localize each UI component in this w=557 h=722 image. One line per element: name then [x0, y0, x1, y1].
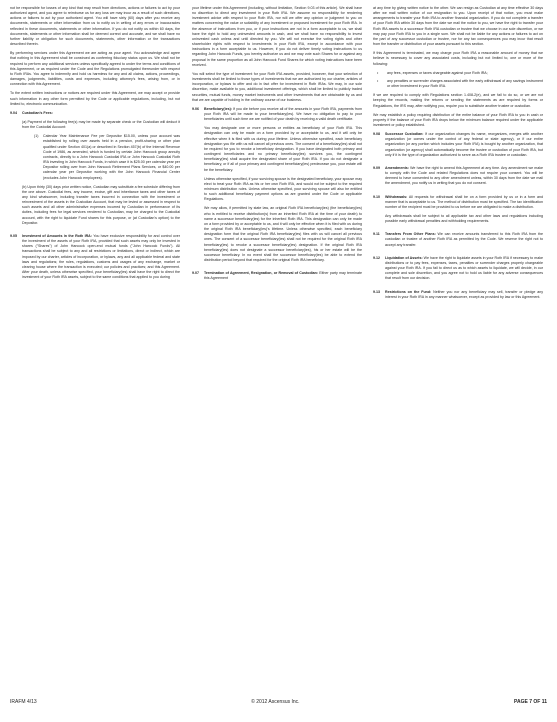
section-text: Either party may terminate this Agreement: [204, 271, 362, 281]
paragraph: your lifetime under this Agreement (including, without limitation, Section 9.03 of this article). We shall have no discretion to direct any investment in your Roth IRA. We assume no responsibility for rendering investment advice with respect to your Roth IRA, nor will we offer any opinion or judgment to you on matters concerning the value or suitability of any investment or proposed investment for your Roth IRA. In the absence of instructions from you, or if your instructions are not in a form acceptable to us, we shall have the right to hold any uninvested amounts in cash, and we shall have no responsibility to invest uninvested cash unless and until directed by you. We will not exercise the voting rights and other shareholder rights with respect to investments in your Roth IRA, except in accordance with your instructions in a form acceptable to us. However, if you do not deliver timely voting instructions to us regarding John Hancock Funds, you hereby authorize us and we may vote such Shares for or against any proposal in the same proportion as all John Hancock Fund Shares for which voting instructions have been received.: [192, 6, 362, 67]
section-number: 9.05: [10, 233, 17, 238]
paragraph: You will select the type of investment for your Roth IRA assets, provided, however, that your selection of investments shall be limited to those types of investments that we are authorized by our charter, articles of incorporation, or bylaws to offer and do in fact offer for investment in Roth IRAs. We may, in our sole discretion, make available to you, additional investment offerings, which shall be limited to publicly traded securities, mutual funds, money market instruments and other investments that are obtainable by us and that we are capable of holding in the ordinary course of our business.: [192, 71, 362, 102]
section-9-07: [192, 271, 362, 285]
section-text: Neither you nor any beneficiary may sell, transfer or pledge any interest in your Roth IRA in any manner whatsoever, except as provided by law or this Agreement.: [385, 289, 544, 299]
section-title: Withdrawals:: [385, 194, 408, 199]
section-9-08: [373, 132, 543, 162]
clause-text: Calendar Year Maintenance Fee per Depositor $15.00, unless your account was established by rolling over assets held in a pension, profit-sharing or other plan qualified under Section 401(a) or described in Section 457(b) of the Internal Revenue Code of 1986, as amended, which is funded by certain John Hancock group annuity contracts, directly to a John Hancock Custodial IRA or John Hancock Custodial Roth IRA investing in John Hancock Funds, in which case it is $25.00 per calendar year per Depositor rolling over from John Hancock Retirement Plans Services, or $40.00 per calendar year per Depositor working with the John Hancock Financial Center (excludes John Hancock employees).: [43, 134, 180, 180]
section-text: We have the right to liquidate assets in your Roth IRA if necessary to make distributions or to pay fees, expenses, taxes, penalties or surrender charges properly chargeable against your Roth IRA. If you fail to direct us as to which assets to liquidate, we will decide, in our complete and sole discretion, and you agree not to hold us liable for any adverse consequences that result from our decision.: [385, 255, 543, 281]
section-9-13: [373, 290, 543, 304]
paragraph: Any withdrawals shall be subject to all applicable tax and other laws and regulations including possible early withdrawal penalties and withholding requirements.: [385, 214, 543, 224]
section-title: Transfers From Other Plans:: [385, 232, 436, 237]
section-9-12: [373, 256, 543, 286]
section-text: We can receive amounts transferred to this Roth IRA from the custodian or trustee of another Roth IRA as permitted by the Code. We reserve the right not to accept any transfer.: [385, 232, 543, 247]
section-text: If our organization changes its name, reorganizes, merges with another organization (or comes under the control of any federal or state agency), or if our entire organization (or any portion which includes your Roth IRA) is bought by another organization, that organization (or agency) shall automatically become the trustee or custodian of your Roth IRA, but only if it is the type of organization authorized to serve as a Roth IRA trustee or custodian.: [385, 132, 543, 157]
section-number: 9.12: [373, 255, 380, 260]
section-title: Investment of Amounts in the Roth IRA:: [22, 233, 92, 238]
paragraph: If this Agreement is terminated, we may charge your Roth IRA a reasonable amount of money that we believe is necessary to cover any associated costs, including but not limited to, one or more of the following:: [373, 51, 543, 66]
section-9-11: [373, 232, 543, 251]
section-title: Restrictions on the Fund:: [385, 289, 432, 294]
section-text: We have the right to amend this Agreement at any time. Any amendment we make to comply with the Code and related Regulations does not require your consent. You will be deemed to have consented to any other amendment unless, within 30 days from the date we mail the amendment, you notify us in writing that you do not consent.: [385, 165, 543, 186]
text-column-2: [192, 6, 362, 290]
paragraph: We may establish a policy requiring distribution of the entire balance of your Roth IRA to you in cash or property if the balance of your Roth IRA drops below the minimum balance required under the applicable investment or policy established.: [373, 112, 543, 127]
clause-a-1: [34, 134, 180, 180]
section-text: If you die before you receive all of the amounts in your Roth IRA, payments from your Roth IRA will be made to your beneficiary(ies). We have no obligation to pay to your beneficiaries until such time we are notified of your death by receiving a valid death certificate.: [204, 106, 362, 122]
paragraph: If we are required to comply with Regulations section 1.408-2(e), and we fail to do so, or we are not keeping the records, making the returns or sending the statements as are required by forms or Regulations, the IRS may, after notifying you, require you to substitute another trustee or custodian.: [373, 93, 543, 108]
text-column-3: [373, 6, 543, 308]
paragraph: To the extent written instructions or notices are required under this Agreement, we may accept or provide such information in any other form permitted by the Code or applicable regulations, including, but not limited to, electronic communication.: [10, 91, 180, 106]
copyright: © 2012 Ascensus Inc.: [251, 699, 300, 705]
list-item: • any penalties or surrender charges associated with the early withdrawal of any savings instrument or other investment in your Roth IRA.: [377, 79, 543, 89]
section-title: Custodian's Fees:: [22, 110, 53, 115]
clause-label: (1): [34, 134, 39, 139]
form-code: IRAFM 4/13: [10, 699, 37, 705]
section-number: 9.07: [192, 271, 199, 276]
section-9-04: [10, 111, 180, 230]
text-column-1: [10, 6, 180, 288]
section-number: 9.04: [10, 110, 17, 115]
page-number: PAGE 7 OF 11: [514, 699, 547, 705]
section-number: 9.09: [373, 165, 380, 170]
paragraph: at any time by giving written notice to the other. We can resign as Custodian at any time effective 30 days after we mail written notice of our resignation to you. Upon receipt of that notice, you must make arrangements to transfer your Roth IRA to another financial organization. If you do not complete a transfer of your Roth IRA within 30 days from the date we mail the notice to you, we have the right to transfer your Roth IRA assets to a successor Roth IRA custodian or trustee that we choose in our sole discretion, or we may pay your Roth IRA to you in a single sum. We shall not be liable for any actions or failures to act on the part of any successor custodian or trustee, nor for any tax consequences you may incur that result from the transfer or distribution of your assets pursuant to this section.: [373, 6, 543, 47]
paragraph: By performing services under this Agreement we are acting as your agent. You acknowledge and agree that nothing in this Agreement shall be construed as conferring fiduciary status upon us. We shall not be required to perform any additional services unless specifically agreed to under the terms and conditions of this Agreement, or as required under the Code and the Regulations promulgated thereunder with respect to Roth IRAs. You agree to indemnify and hold us harmless for any and all claims, actions, proceedings, damages, judgments, liabilities, costs and expenses, including attorney's fees, arising from, or in connection with this Agreement.: [10, 51, 180, 87]
section-number: 9.08: [373, 132, 380, 137]
section-number: 9.10: [373, 194, 380, 199]
clause-b: (b) Upon thirty (30) days prior written notice, Custodian may substitute a fee schedule differing from the one above. Custodial fees, any income, excise, gift and inheritance taxes and other taxes of any kind whatsoever, including transfer taxes incurred in connection with the investment or reinvestment of the assets in the Custodian Account, that may be levied or assessed in respect to such assets and all other administrative expenses incurred by Custodian in performance of its duties, including fees for legal services rendered to Custodian, may be charged to the Custodial account, with the right to liquidate Fund shares for this purpose, or (at Custodian's option) to the Depositor.: [22, 184, 180, 225]
section-title: Successor Custodian:: [385, 132, 424, 137]
section-9-10: [373, 195, 543, 229]
paragraph: not be responsible for losses of any kind that may result from directions, actions or failures to act by your authorized agent, and you agree to reimburse us for any loss we may incur as a result of such directions, actions or failures to act by your authorized agent. You will have sixty (60) days after you receive any documents, statements or other information from us to notify us in writing of any errors or inaccuracies reflected in these documents, statements or other information. If you do not notify us within 60 days, the documents, statements or other information shall be deemed correct and accurate, and we shall have no further liability or obligation for such documents, statements, other information or the transactions described therein.: [10, 6, 180, 47]
paragraph: You may designate one or more persons or entities as beneficiary of your Roth IRA. This designation can only be made on a form provided by or acceptable to us, and it will only be effective when it is filed with us during your lifetime. Unless otherwise specified, each beneficiary designation you file with us will cancel all previous ones. The consent of a beneficiary(ies) shall not be required for you to revoke a beneficiary designation. If you have designated both primary and contingent beneficiaries and no primary beneficiary(ies) survives you, the contingent beneficiary(ies) shall acquire the designated share of your Roth IRA. If you do not designate a beneficiary, or if all of your primary and contingent beneficiary(ies) predecease you, your estate will be the beneficiary.: [204, 126, 362, 172]
section-9-05: [10, 234, 180, 284]
section-number: 9.11: [373, 232, 380, 237]
list-item: • any fees, expenses or taxes chargeable against your Roth IRA;: [377, 71, 543, 76]
section-9-06: [192, 107, 362, 267]
section-9-09: [373, 166, 543, 191]
section-text: All requests for withdrawal shall be on a form provided by us or in a form and manner that is acceptable to us. The method of distribution must be specified. The tax identification number of the recipient must be provided to us before we are obligated to make a distribution.: [385, 194, 543, 209]
clause-a: (a) Payment of the following fee(s) may be made by separate check or the Custodian will deduct it from the Custodial Account:: [22, 119, 180, 130]
paragraph: Unless otherwise specified, if your surviving spouse is the designated beneficiary, your spouse may elect to treat your Roth IRA as his or her own Roth IRA, and would not be subject to the required minimum distribution rules. Unless otherwise specified, your surviving spouse will also be entitled to such additional beneficiary payment options as are granted under the Code or applicable Regulations.: [204, 176, 362, 202]
section-title: Liquidation of Assets:: [385, 255, 423, 260]
section-title: Amendments:: [385, 165, 409, 170]
paragraph: We may allow, if permitted by state law, an original Roth IRA beneficiary(ies) (the beneficiary(ies) who is entitled to receive distribution(s) from an inherited Roth IRA at the time of your death) to name a successor beneficiary(ies) for the inherited Roth IRA. This designation can only be made on a form provided by or acceptable to us, and it will only be effective when it is filed with us during the original Roth IRA beneficiary(ies)'s lifetime. Unless otherwise specified, each beneficiary designation form that the original Roth IRA beneficiary(ies) files with us will cancel all previous ones. The consent of a successor beneficiary(ies) shall not be required for the original Roth IRA beneficiary(ies) to revoke a successor beneficiary(ies) designation. If the original Roth IRA beneficiary(ies) does not designate a successor beneficiary(ies), his or her estate will be the successor beneficiary. In no event shall the successor beneficiary(ies) be able to extend the distribution period beyond that required for the original Roth IRA beneficiary.: [204, 206, 362, 263]
section-title: Termination of Agreement, Resignation, or Removal of Custodian:: [204, 271, 319, 276]
section-number: 9.13: [373, 289, 380, 294]
section-number: 9.06: [192, 106, 199, 111]
bullet-list: [373, 71, 543, 89]
section-text: You have exclusive responsibility for and control over the investment of the assets of your Roth IRA, provided that such assets may only be invested in shares ("Shares") of John Hancock open-end mutual funds ("John Hancock Funds"). All transactions shall be subject to any and all restrictions or limitations, direct or indirect, which are imposed by our charter, articles of incorporation, or bylaws, any and all applicable federal and state laws and regulations; the rules, regulations, customs and usages of any exchange, market or clearing house where the transaction is executed; our policies and practices; and this Agreement. After your death, unless otherwise specified, your beneficiary(ies) shall have the right to direct the investment of your Roth IRA assets, subject to the same conditions that applied to you during: [22, 233, 180, 280]
section-title: Beneficiary(ies):: [204, 106, 232, 111]
page-footer: [10, 699, 547, 705]
